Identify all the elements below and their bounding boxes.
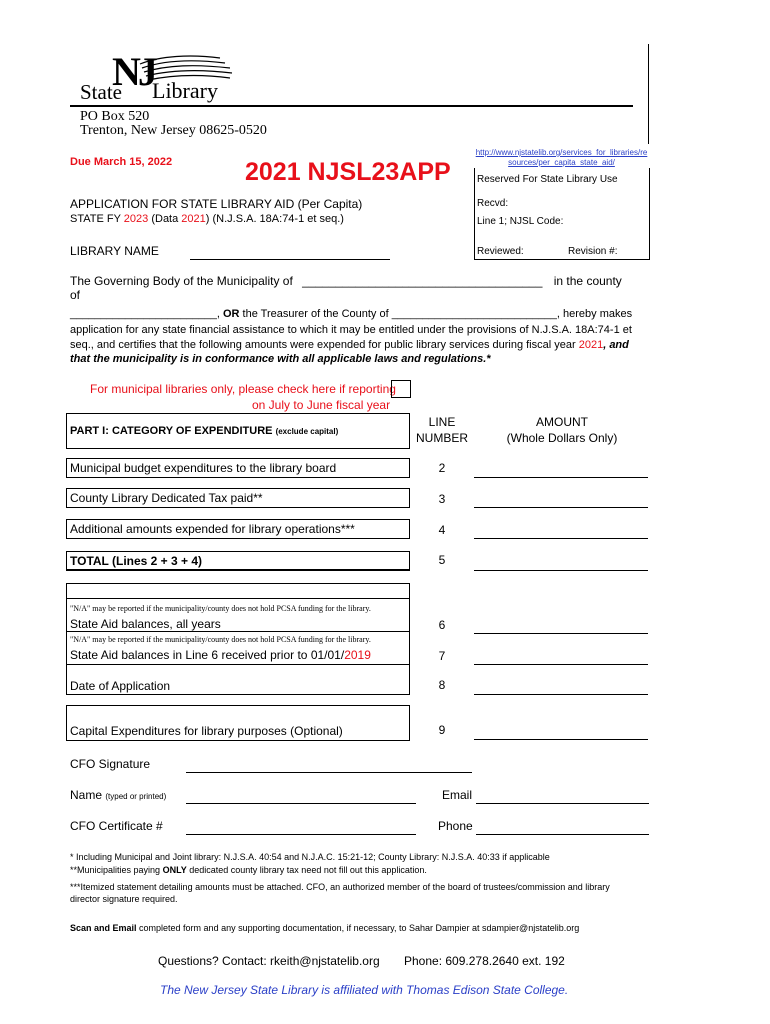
part-note: (exclude capital) <box>275 427 339 436</box>
row-line-number: 5 <box>438 553 446 567</box>
row-label-line7 <box>70 648 371 662</box>
affiliation-note: The New Jersey State Library is affiliated with Thomas Edison State College. <box>160 983 569 997</box>
part-title-text: PART I: CATEGORY OF EXPENDITURE <box>70 425 273 437</box>
library-name-field[interactable] <box>190 243 390 260</box>
phone-field[interactable] <box>476 818 649 835</box>
municipal-check-line2: on July to June fiscal year <box>252 398 391 412</box>
capital-label: Capital Expenditures for library purposes (Optional) <box>70 724 343 738</box>
date-of-application-field[interactable] <box>474 676 648 695</box>
fy-year: 2023 <box>123 213 149 225</box>
amount-field-total[interactable] <box>474 552 648 571</box>
vertical-rule <box>648 44 649 144</box>
treasurer-county-field[interactable]: ___________________________, <box>391 308 560 320</box>
line7-year: 2019 <box>344 648 371 662</box>
na-note: "N/A" may be reported if the municipality/county does not hold PCSA funding for the library. <box>70 635 371 644</box>
cert-line1 <box>70 274 630 302</box>
recvd-label: Recvd: <box>477 198 509 209</box>
header-rule <box>70 105 633 107</box>
reserved-title: Reserved For State Library Use <box>477 174 618 185</box>
footnote-2-a: **Municipalities paying <box>70 865 163 875</box>
amount-field-line2[interactable] <box>474 459 648 478</box>
row-label: County Library Dedicated Tax paid** <box>70 491 263 505</box>
municipality-field[interactable]: ____________________________________ <box>302 274 543 288</box>
line7-label-text: State Aid balances in Line 6 received prior to 01/01/ <box>70 648 345 662</box>
cert-year: 2021 <box>578 339 604 351</box>
logo-nj: NJ <box>112 49 155 94</box>
questions-contact: Questions? Contact: rkeith@njstatelib.org <box>158 954 380 968</box>
scan-email-rest: completed form and any supporting documentation, if necessary, to Sahar Dampier at sdampier@njstatelib.org <box>136 923 580 933</box>
address-line2: Trenton, New Jersey 08625-0520 <box>80 123 267 138</box>
row-label: State Aid balances, all years <box>70 617 221 631</box>
state-fy-line <box>70 213 344 225</box>
col-amount-header-1: AMOUNT <box>536 415 588 429</box>
cert-county-text: in the county of <box>70 274 622 302</box>
reviewed-label: Reviewed: <box>477 246 524 257</box>
cert-line5: that the municipality is in conformance with all applicable laws and regulations.* <box>70 353 491 365</box>
logo <box>80 50 240 104</box>
cert-municipality-text: The Governing Body of the Municipality of <box>70 274 293 288</box>
cert-line4 <box>70 339 650 351</box>
email-field[interactable] <box>476 787 649 804</box>
cert-line3: application for any state financial assistance to which it may be entitled under the provisions of N.J.S.A. 18A:74-1 et <box>70 324 632 336</box>
col-line-number <box>410 414 474 446</box>
application-title: APPLICATION FOR STATE LIBRARY AID (Per Capita) <box>70 197 363 211</box>
due-date: Due March 15, 2022 <box>70 156 173 168</box>
amount-field-line6[interactable] <box>474 615 648 634</box>
cfo-signature-field[interactable] <box>186 756 472 773</box>
amount-field-capital[interactable] <box>474 721 648 740</box>
scan-email-note <box>70 923 579 933</box>
state-aid-link[interactable]: http://www.njstatelib.org/services_for_libraries/resources/per_capita_state_aid/ <box>475 148 648 167</box>
cfo-certificate-field[interactable] <box>186 818 416 835</box>
col-amount-header-2: (Whole Dollars Only) <box>506 431 618 445</box>
block-2-divider <box>66 598 410 599</box>
name-note: (typed or printed) <box>105 792 167 801</box>
footnote-1: * Including Municipal and Joint library: N.J.S.A. 40:54 and N.J.A.C. 15:21-12; County Library: N.J.S.A. 40:33 if applicable <box>70 852 550 862</box>
row-line-number: 6 <box>438 618 446 632</box>
or-text: OR <box>222 308 240 320</box>
cert-line4-text: seq., and certifies that the following amounts were expended for public library services during fiscal year <box>70 339 576 351</box>
logo-state: State <box>80 80 122 104</box>
email-label: Email <box>442 788 473 802</box>
county-field[interactable]: ________________________, <box>70 308 220 320</box>
row-line-number: 2 <box>438 461 446 475</box>
cfo-signature-label: CFO Signature <box>70 757 151 771</box>
fy-mid: (Data <box>148 213 182 225</box>
row-label: Municipal budget expenditures to the library board <box>70 461 337 475</box>
footnote-2-only: ONLY <box>162 865 187 875</box>
amount-field-line3[interactable] <box>474 489 648 508</box>
cert-and: , and <box>603 339 629 351</box>
footnote-2 <box>70 865 427 875</box>
row-divider <box>66 664 410 665</box>
revision-label: Revision #: <box>568 246 618 257</box>
amount-field-line4[interactable] <box>474 520 648 539</box>
row-line-number: 9 <box>438 723 446 737</box>
row-line-number: 4 <box>438 523 446 537</box>
col-line-header-1: LINE <box>428 415 456 429</box>
form-title: 2021 NJSL23APP <box>245 158 451 186</box>
footnote-2-b: dedicated county library tax need not fill out this application. <box>186 865 427 875</box>
cert-line2 <box>70 308 650 320</box>
cert-treasurer-text: the Treasurer of the County of <box>242 308 389 320</box>
cert-hereby-text: hereby makes <box>563 308 633 320</box>
scan-email-bold: Scan and Email <box>70 923 137 933</box>
row-line-number: 3 <box>438 492 446 506</box>
municipal-check-line1: For municipal libraries only, please check here if reporting <box>90 382 396 396</box>
part-title <box>70 425 338 437</box>
name-label-row <box>70 788 166 802</box>
amount-field-line7[interactable] <box>474 646 648 665</box>
fy-data-year: 2021 <box>181 213 206 225</box>
contact-phone: Phone: 609.278.2640 ext. 192 <box>404 954 565 968</box>
library-name-label: LIBRARY NAME <box>70 244 159 258</box>
row-label-total: TOTAL (Lines 2 + 3 + 4) <box>70 554 203 568</box>
row-line-number: 7 <box>438 649 446 663</box>
na-note: "N/A" may be reported if the municipality/county does not hold PCSA funding for the library. <box>70 604 371 613</box>
phone-label: Phone <box>438 819 473 833</box>
col-line-header-2: NUMBER <box>415 431 468 445</box>
name-field[interactable] <box>186 787 416 804</box>
fiscal-year-checkbox[interactable] <box>391 380 411 398</box>
row-divider <box>66 631 410 632</box>
col-amount <box>474 414 650 446</box>
fy-prefix: STATE FY <box>70 213 124 225</box>
name-label: Name <box>70 788 103 802</box>
fy-suffix: ) (N.J.S.A. 18A:74-1 et seq.) <box>205 213 344 225</box>
address-line1: PO Box 520 <box>80 109 150 124</box>
row-line-number: 8 <box>438 678 446 692</box>
row-label: Additional amounts expended for library operations*** <box>70 522 355 536</box>
row-label: Date of Application <box>70 679 171 693</box>
footnote-3: ***Itemized statement detailing amounts must be attached. CFO, an authorized member of the board of trustees/commission and library director signature required. <box>70 882 610 904</box>
line1-code-label: Line 1; NJSL Code: <box>477 216 564 227</box>
cfo-certificate-label: CFO Certificate # <box>70 819 163 833</box>
logo-library: Library <box>152 78 218 103</box>
